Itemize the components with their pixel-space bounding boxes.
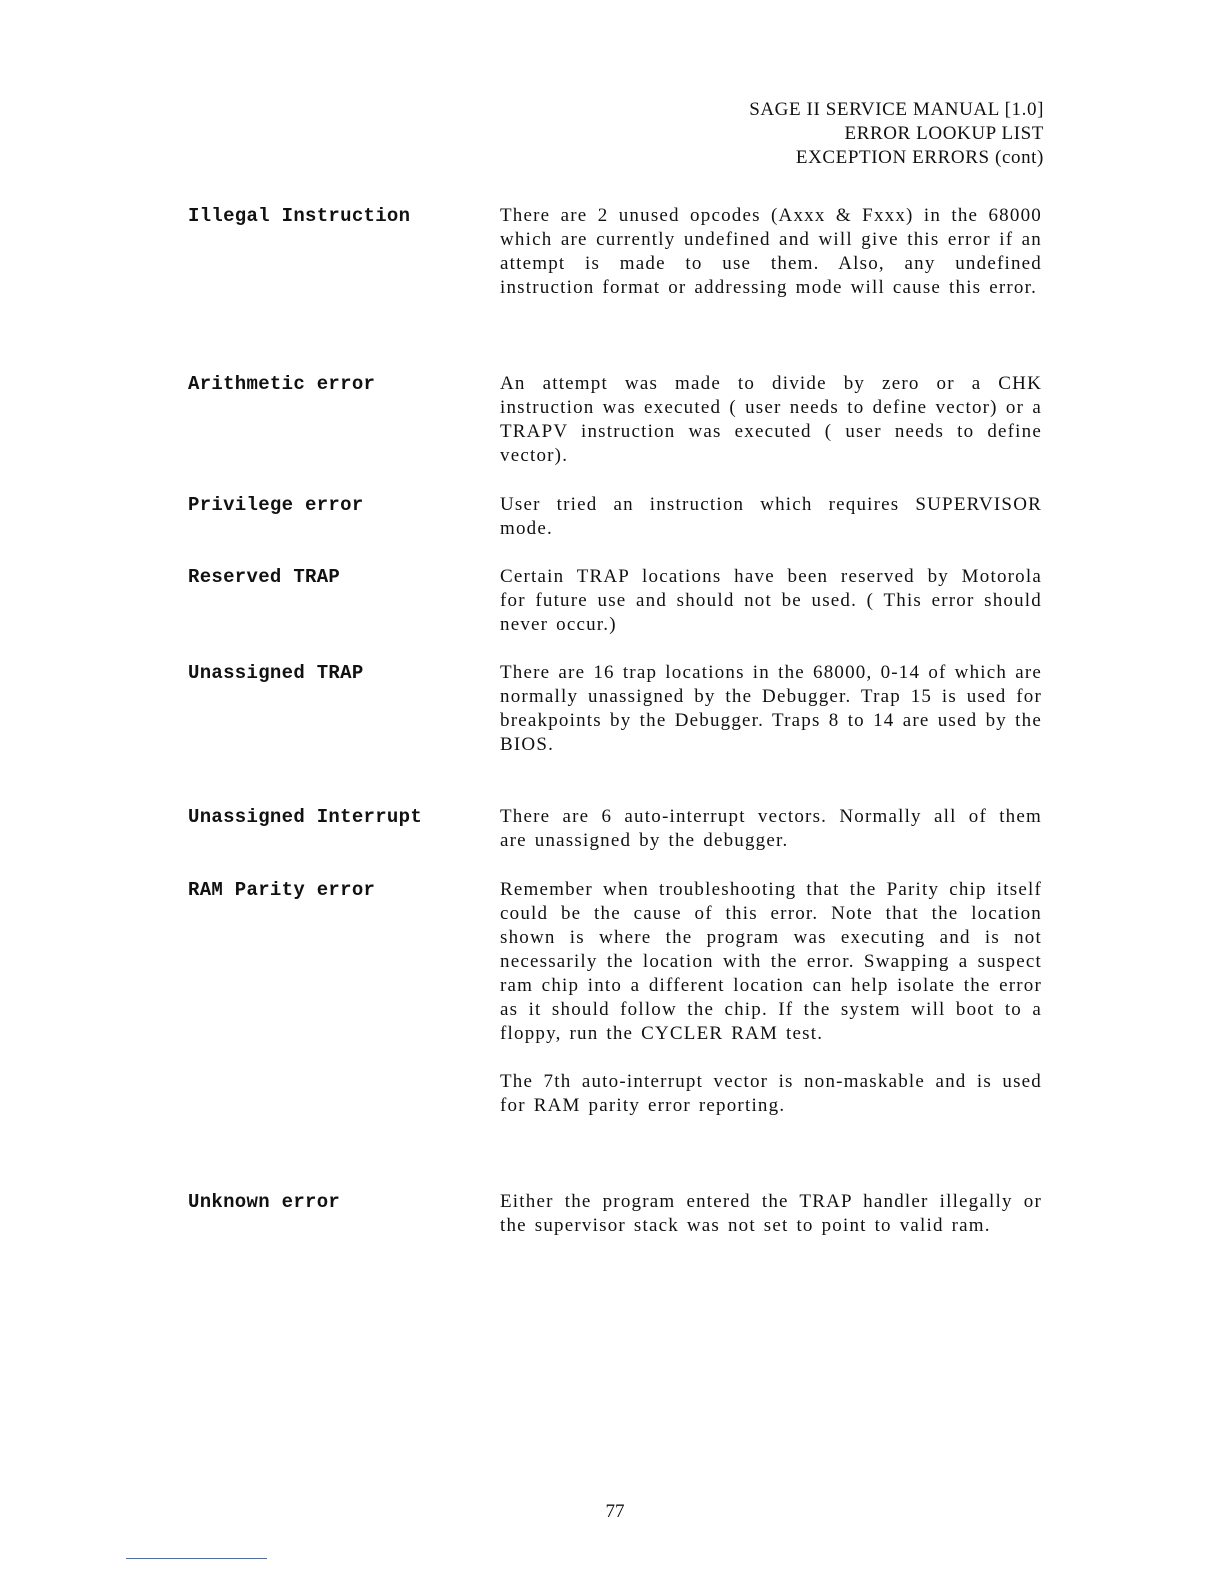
entry-paragraph: The 7th auto-interrupt vector is non-maskable and is used for RAM parity error reporting. [500, 1071, 1042, 1116]
entry-term: RAM Parity error [188, 879, 376, 901]
entry-term: Unassigned Interrupt [188, 806, 423, 828]
entry-term: Reserved TRAP [188, 566, 341, 588]
header-manual-title: SAGE II SERVICE MANUAL [1.0] [749, 99, 1044, 120]
entry-description [500, 372, 1042, 468]
entry-description [500, 661, 1042, 757]
header-section-title: ERROR LOOKUP LIST [844, 123, 1044, 144]
entry-paragraph: There are 16 trap locations in the 68000, 0-14 of which are normally unassigned by the Debugger. Trap 15 is used for breakpoints by the Debugger. Traps 8 to 14 are used by the BIOS. [500, 662, 1042, 755]
page-header [749, 98, 1044, 170]
entry-term: Unassigned TRAP [188, 662, 364, 684]
entry-term: Privilege error [188, 494, 364, 516]
entry-paragraph: Either the program entered the TRAP handler illegally or the supervisor stack was not set to point to valid ram. [500, 1191, 1042, 1236]
header-subsection-title: EXCEPTION ERRORS (cont) [795, 147, 1044, 168]
entry-description [500, 878, 1042, 1118]
entry-term: Arithmetic error [188, 373, 376, 395]
entry-paragraph: An attempt was made to divide by zero or a CHK instruction was executed ( user needs to define vector) or a TRAPV instruction was executed ( user needs to define vector). [500, 373, 1042, 466]
entry-description [500, 805, 1042, 853]
entry-paragraph: Certain TRAP locations have been reserved by Motorola for future use and should not be used. ( This error should never occur.) [500, 566, 1042, 635]
entry-paragraph: There are 2 unused opcodes (Axxx & Fxxx) in the 68000 which are currently undefined and will give this error if an attempt is made to use them. Also, any undefined instruction format or addressing mode will cause this error. [500, 205, 1042, 298]
entry-paragraph: There are 6 auto-interrupt vectors. Normally all of them are unassigned by the debugger. [500, 806, 1042, 851]
entry-description [500, 204, 1042, 300]
entry-term: Illegal Instruction [188, 205, 411, 227]
entry-paragraph: Remember when troubleshooting that the Parity chip itself could be the cause of this error. Note that the location shown is where the program was executing and is not necessarily the location with the error. Swapping a suspect ram chip into a different location can help isolate the error as it should follow the chip. If the system will boot to a floppy, run the CYCLER RAM test. [500, 879, 1042, 1044]
page-number: 77 [605, 1501, 625, 1522]
entry-description [500, 565, 1042, 637]
entry-description [500, 493, 1042, 541]
footer-divider [126, 1558, 267, 1559]
entry-description [500, 1190, 1042, 1238]
entry-term: Unknown error [188, 1191, 341, 1213]
entry-paragraph: User tried an instruction which requires SUPERVISOR mode. [500, 494, 1042, 539]
